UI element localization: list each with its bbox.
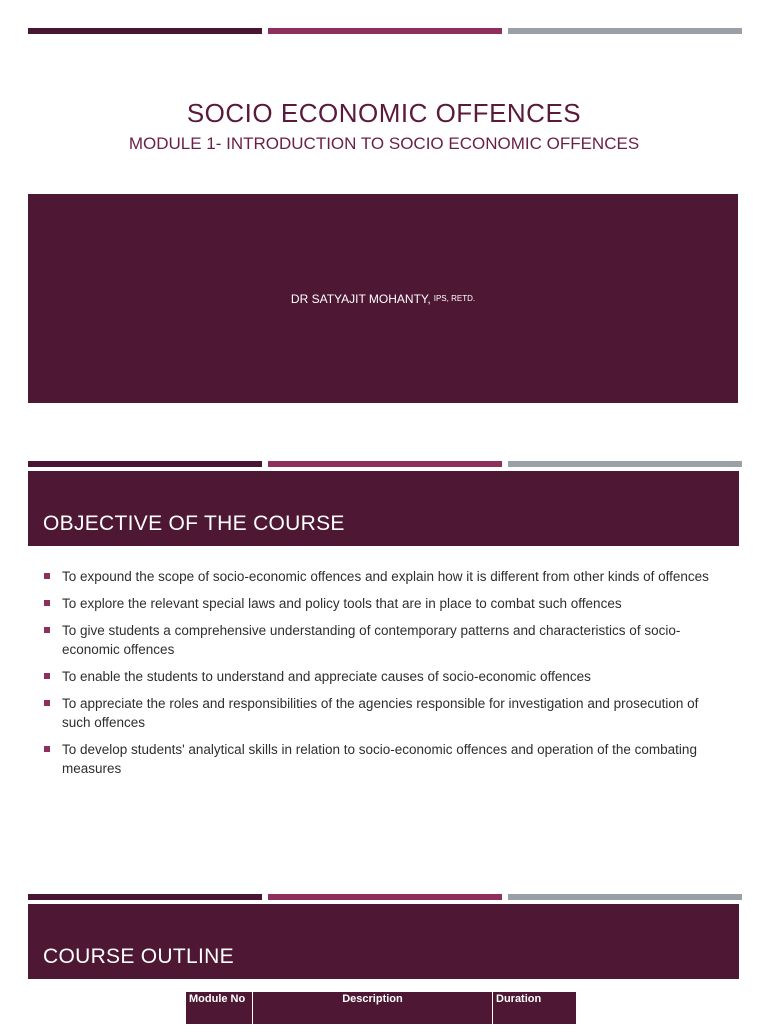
list-item-text: To enable the students to understand and appreciate causes of socio-economic offences — [62, 669, 591, 684]
bullet-square-icon — [44, 673, 50, 679]
slide-subtitle-text: MODULE 1- INTRODUCTION TO SOCIO ECONOMIC OFFENCES — [128, 134, 640, 153]
slide-course-outline — [0, 888, 768, 1024]
list-item-text: To give students a comprehensive understanding of contemporary patterns and characteristics of socio-economic offences — [62, 623, 681, 657]
bullet-square-icon — [44, 600, 50, 606]
bar-berry — [268, 894, 502, 900]
table-header-row — [186, 992, 577, 1025]
bar-berry — [268, 461, 502, 467]
outline-table — [185, 991, 577, 1025]
bar-dark — [28, 894, 262, 900]
list-item — [44, 694, 724, 732]
table-header-module-no: Module No — [186, 992, 253, 1025]
list-item-text: To develop students' analytical skills in relation to socio-economic offences and operation of the combating measures — [62, 742, 697, 776]
bar-dark — [28, 28, 262, 34]
bar-grey — [508, 28, 742, 34]
slide-objectives — [0, 455, 768, 875]
list-item — [44, 567, 724, 586]
bullet-square-icon — [44, 700, 50, 706]
decorative-bars — [28, 28, 742, 34]
table-header-duration: Duration — [493, 992, 577, 1025]
bullet-square-icon — [44, 573, 50, 579]
slide-title-text: SOCIO ECONOMIC OFFENCES — [186, 98, 582, 128]
bullet-square-icon — [44, 627, 50, 633]
objectives-heading: OBJECTIVE OF THE COURSE — [43, 512, 345, 535]
bar-dark — [28, 461, 262, 467]
bar-berry — [268, 28, 502, 34]
list-item-text: To expound the scope of socio-economic offences and explain how it is different from other kinds of offences — [62, 569, 709, 584]
bar-grey — [508, 894, 742, 900]
decorative-bars — [28, 461, 742, 467]
table-header-description: Description — [253, 992, 493, 1025]
decorative-bars — [28, 894, 742, 900]
outline-heading: COURSE OUTLINE — [43, 945, 234, 968]
list-item — [44, 667, 724, 686]
objectives-header-band — [28, 471, 739, 546]
list-item-text: To appreciate the roles and responsibilities of the agencies responsible for investigation and prosecution of such offences — [62, 696, 699, 730]
objectives-list — [44, 567, 724, 786]
list-item — [44, 621, 724, 659]
author-banner — [28, 194, 738, 403]
list-item — [44, 740, 724, 778]
bar-grey — [508, 461, 742, 467]
outline-header-band — [28, 904, 739, 979]
author-name: DR SATYAJIT MOHANTY, — [290, 291, 431, 306]
list-item-text: To explore the relevant special laws and policy tools that are in place to combat such offences — [62, 596, 622, 611]
slide-title — [0, 0, 768, 430]
bullet-square-icon — [44, 746, 50, 752]
list-item — [44, 594, 724, 613]
author-suffix: IPS, RETD. — [433, 294, 476, 303]
